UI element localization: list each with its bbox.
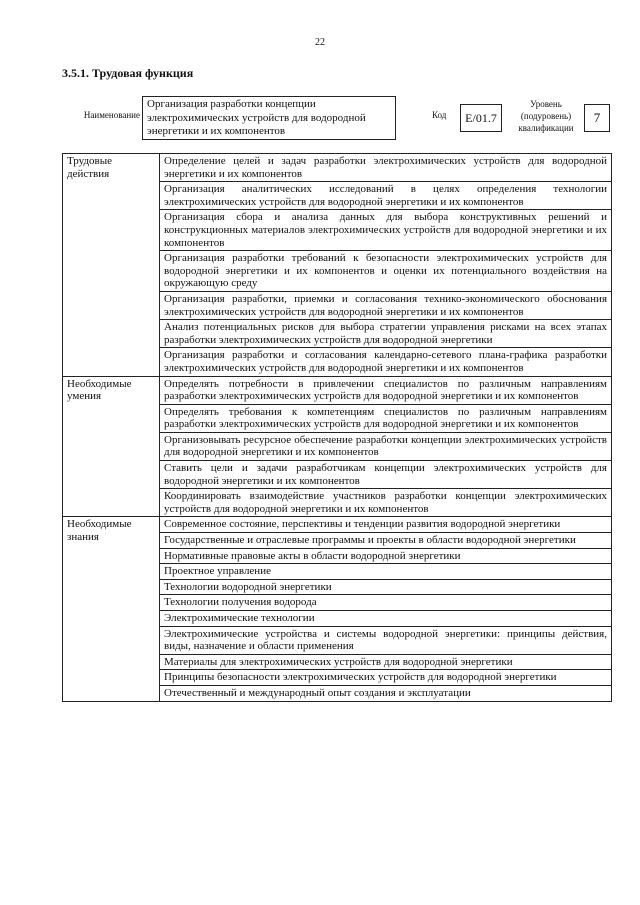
code-value: E/01.7 [460,104,502,132]
item-cell: Определять потребности в привлечении специалистов по различным направлениям разработки электрохимических устройств для водородной энергетики и их компонентов [160,376,612,404]
category-cell: Необходимые умения [63,376,160,517]
item-cell: Современное состояние, перспективы и тенденции развития водородной энергетики [160,517,612,533]
item-cell: Электрохимические технологии [160,611,612,627]
item-cell: Определение целей и задач разработки электрохимических устройств для водородной энергетики и их компонентов [160,154,612,182]
item-cell: Ставить цели и задачи разработчикам концепции электрохимических устройств для водородной энергетики и их компонентов [160,461,612,489]
item-cell: Организация разработки, приемки и согласования технико-экономического обоснования электрохимических устройств для водородной энергетики и их компонентов [160,291,612,319]
item-cell: Технологии получения водорода [160,595,612,611]
item-cell: Организация разработки и согласования календарно-сетевого плана-графика разработки электрохимических устройств для водородной энергетики и их компонентов [160,348,612,376]
qualification-level-value: 7 [584,104,610,132]
qualification-level-label: Уровень (подуровень) квалификации [518,99,574,133]
item-cell: Определять требования к компетенциям специалистов по различным направлениям разработки электрохимических устройств для водородной энергетики и их компонентов [160,404,612,432]
category-cell: Необходимые знания [63,517,160,701]
item-cell: Проектное управление [160,564,612,580]
code-label: Код [432,110,447,120]
item-cell: Электрохимические устройства и системы водородной энергетики: принципы действия, виды, назначение и области применения [160,626,612,654]
table-row [63,376,612,404]
item-cell: Организовывать ресурсное обеспечение разработки концепции электрохимических устройств для водородной энергетики и их компонентов [160,432,612,460]
function-name-field: Организация разработки концепции электрохимических устройств для водородной энергетики и их компонентов [142,96,396,140]
item-cell: Технологии водородной энергетики [160,579,612,595]
item-cell: Координировать взаимодействие участников разработки концепции электрохимических устройств для водородной энергетики и их компонентов [160,489,612,517]
table-row [63,517,612,533]
function-header [62,96,612,142]
item-cell: Организация сбора и анализа данных для выбора конструктивных решений и конструкционных материалов электрохимических устройств для водородной энергетики и их компонентов [160,210,612,251]
item-cell: Принципы безопасности электрохимических устройств для водородной энергетики [160,670,612,686]
item-cell: Организация аналитических исследований в целях определения технологии электрохимических устройств для водородной энергетики и их компонентов [160,182,612,210]
page-number: 22 [315,37,325,48]
section-title: 3.5.1. Трудовая функция [62,66,194,80]
item-cell: Материалы для электрохимических устройств для водородной энергетики [160,654,612,670]
category-cell: Трудовые действия [63,154,160,377]
item-cell: Государственные и отраслевые программы и проекты в области водородной энергетики [160,533,612,549]
item-cell: Организация разработки требований к безопасности электрохимических устройств для водородной энергетики и их компонентов и оценки их потенциального воздействия на окружающую среду [160,251,612,292]
item-cell: Отечественный и международный опыт создания и эксплуатации [160,685,612,701]
name-label: Наименование [83,110,140,120]
item-cell: Нормативные правовые акты в области водородной энергетики [160,548,612,564]
function-details-table [62,153,612,702]
item-cell: Анализ потенциальных рисков для выбора стратегии управления рисками на всех этапах разработки электрохимических устройств для водородной энергетики [160,320,612,348]
table-row [63,154,612,182]
